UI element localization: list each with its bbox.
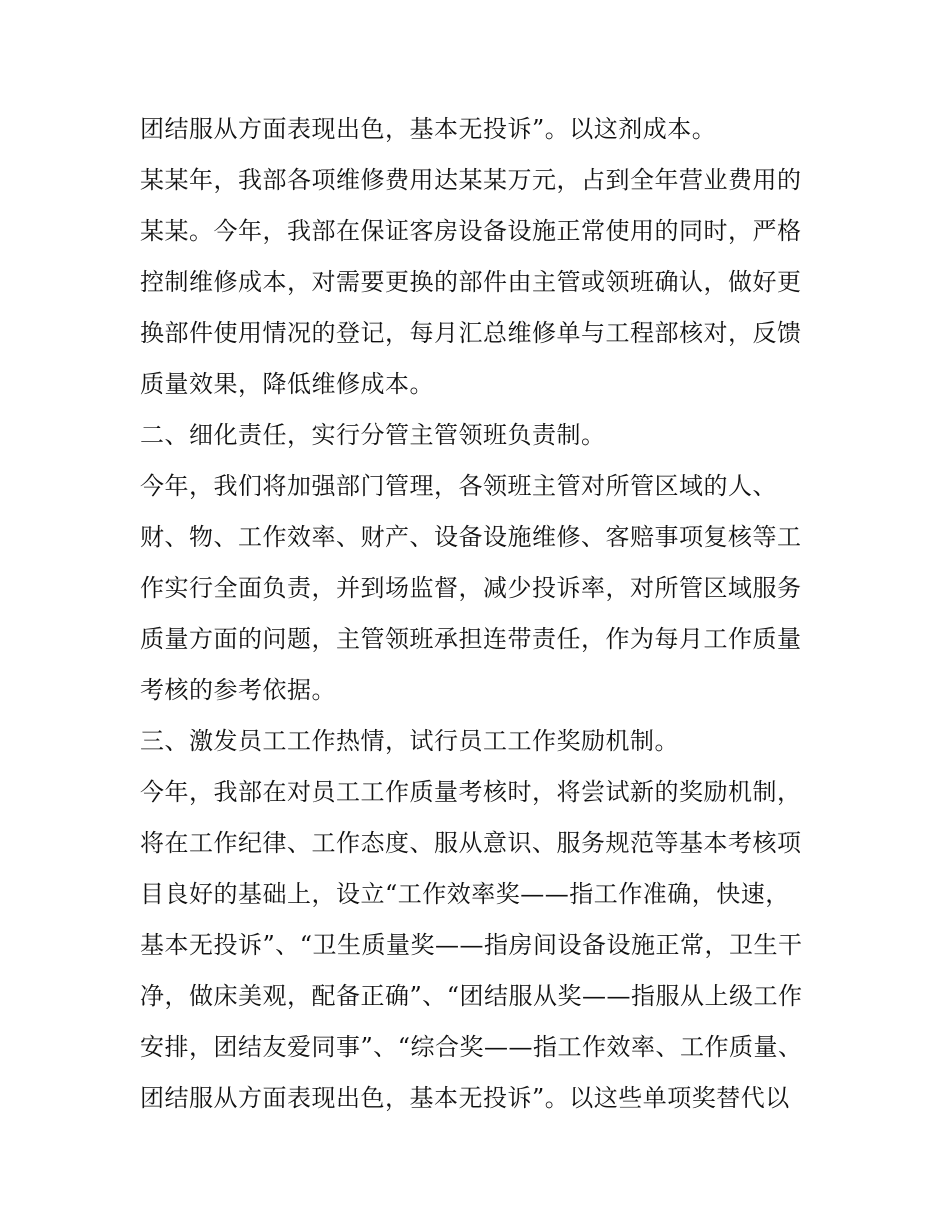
text-line: 质量方面的问题，主管领班承担连带责任，作为每月工作质量 [140, 625, 802, 653]
text-line: 团结服从方面表现出色，基本无投诉”。以这些单项奖替代以 [140, 1084, 790, 1112]
text-line: 质量效果，降低维修成本。 [140, 370, 434, 398]
text-line: 净，做床美观，配备正确”、“团结服从奖——指服从上级工作 [140, 982, 803, 1010]
text-line: 今年，我部在对员工工作质量考核时，将尝试新的奖励机制， [140, 778, 802, 806]
text-line: 基本无投诉”、“卫生质量奖——指房间设备设施正常，卫生干 [140, 931, 803, 959]
section-heading-2: 二、细化责任，实行分管主管领班负责制。 [140, 421, 606, 449]
text-line: 将在工作纪律、工作态度、服从意识、服务规范等基本考核项 [140, 829, 802, 857]
text-line: 今年，我们将加强部门管理，各领班主管对所管区域的人、 [140, 472, 777, 500]
section-heading-3: 三、激发员工工作热情，试行员工工作奖励机制。 [140, 727, 679, 755]
text-line: 财、物、工作效率、财产、设备设施维修、客赔事项复核等工 [140, 523, 802, 551]
text-line: 某某年，我部各项维修费用达某某万元，占到全年营业费用的 [140, 166, 802, 194]
text-line: 考核的参考依据。 [140, 676, 336, 704]
text-line: 团结服从方面表现出色，基本无投诉”。以这剂成本。 [140, 115, 717, 143]
text-line: 安排，团结友爱同事”、“综合奖——指工作效率、工作质量、 [140, 1033, 803, 1061]
text-line: 换部件使用情况的登记，每月汇总维修单与工程部核对，反馈 [140, 319, 802, 347]
document-body [140, 104, 830, 1124]
text-line: 作实行全面负责，并到场监督，减少投诉率，对所管区域服务 [140, 574, 802, 602]
text-line: 目良好的基础上，设立“工作效率奖——指工作准确，快速， [140, 880, 790, 908]
text-line: 控制维修成本，对需要更换的部件由主管或领班确认，做好更 [140, 268, 802, 296]
text-line: 某某。今年，我部在保证客房设备设施正常使用的同时，严格 [140, 217, 802, 245]
